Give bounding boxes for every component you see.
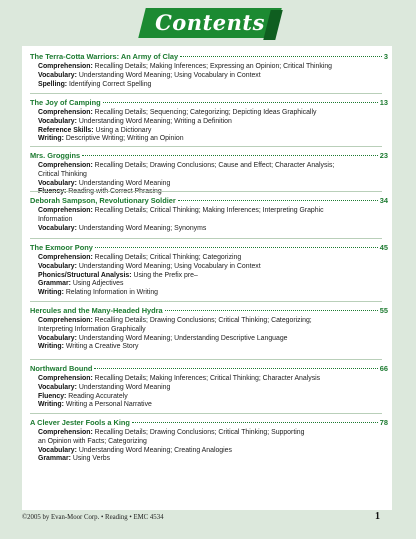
- skill-text: Recalling Details; Sequencing; Categorizing; Depicting Ideas Graphically: [94, 109, 317, 116]
- skill-label: Comprehension:: [38, 162, 93, 169]
- entry-title[interactable]: Northward Bound: [30, 364, 93, 373]
- skill-label: Writing:: [38, 401, 64, 409]
- skill-label: Vocabulary:: [38, 262, 77, 270]
- section-divider: [30, 413, 382, 414]
- skill-label: Comprehension:: [38, 375, 93, 382]
- contents-panel: [22, 46, 392, 510]
- skill-text: Information: [38, 215, 73, 223]
- toc-entry[interactable]: [30, 98, 388, 144]
- skill-text: Identifying Correct Spelling: [69, 80, 152, 88]
- entry-page-number: 55: [379, 306, 388, 315]
- skill-label: Vocabulary:: [38, 224, 77, 232]
- entry-title[interactable]: The Exmoor Pony: [30, 243, 93, 252]
- skill-line: [30, 72, 388, 81]
- skill-label: Writing:: [38, 343, 64, 351]
- skill-text: Reading Accurately: [68, 392, 128, 400]
- entry-page-number: 45: [379, 243, 388, 252]
- skill-label: Vocabulary:: [38, 383, 77, 391]
- skill-line: [30, 81, 388, 90]
- skill-label: Comprehension:: [38, 317, 93, 324]
- entry-title[interactable]: Hercules and the Many-Headed Hydra: [30, 306, 163, 315]
- skill-label: Fluency:: [38, 188, 67, 196]
- entry-page-number: 3: [383, 52, 388, 61]
- skill-label: Comprehension:: [38, 429, 93, 436]
- entry-page-number: 23: [379, 151, 388, 160]
- skill-label: Vocabulary:: [38, 117, 77, 125]
- skill-text: Recalling Details; Making Inferences; Critical Thinking; Character Analysis: [94, 375, 321, 382]
- section-divider: [30, 191, 382, 192]
- skill-text: Using the Prefix pre–: [133, 271, 198, 279]
- section-divider: [30, 146, 382, 147]
- skill-text: Writing a Creative Story: [65, 343, 139, 351]
- dot-leader: [165, 310, 378, 311]
- skill-text: Understanding Word Meaning; Creating Analogies: [78, 446, 232, 454]
- skill-text: Critical Thinking: [38, 170, 87, 178]
- footer-copyright: ©2005 by Evan-Moor Corp. • Reading • EMC 4534: [22, 514, 164, 521]
- page-title: Contents: [155, 10, 265, 35]
- dot-leader: [95, 247, 378, 248]
- dot-leader: [94, 368, 377, 369]
- skill-text: Interpreting Information Graphically: [38, 325, 146, 333]
- toc-entry[interactable]: [30, 418, 388, 464]
- entry-title[interactable]: The Terra-Cotta Warriors: An Army of Clay: [30, 52, 179, 61]
- toc-entry[interactable]: [30, 364, 388, 410]
- entry-title[interactable]: A Clever Jester Fools a King: [30, 418, 130, 427]
- skill-label: Writing:: [38, 135, 64, 143]
- skill-text: Recalling Details; Making Inferences; Expressing an Opinion; Critical Thinking: [94, 63, 333, 70]
- entry-title[interactable]: Deborah Sampson, Revolutionary Soldier: [30, 196, 176, 205]
- section-divider: [30, 359, 382, 360]
- skill-text: Recalling Details; Drawing Conclusions; Critical Thinking; Supporting: [94, 429, 305, 436]
- skill-label: Comprehension:: [38, 207, 93, 214]
- skill-text: Recalling Details; Drawing Conclusions; Cause and Effect; Character Analysis;: [94, 162, 335, 169]
- skill-text: Using Adjectives: [72, 280, 124, 288]
- toc-entry[interactable]: [30, 52, 388, 89]
- skill-text: Descriptive Writing; Writing an Opinion: [65, 135, 184, 143]
- dot-leader: [82, 155, 378, 156]
- skill-text: Recalling Details; Critical Thinking; Categorizing: [94, 254, 242, 261]
- skill-label: Vocabulary:: [38, 179, 77, 187]
- skill-text: Understanding Word Meaning; Using Vocabulary in Context: [78, 262, 261, 270]
- skill-label: Comprehension:: [38, 63, 93, 70]
- entry-title[interactable]: Mrs. Groggins: [30, 151, 81, 160]
- skill-text: Understanding Word Meaning; Writing a Definition: [78, 117, 232, 125]
- skill-label: Fluency:: [38, 392, 67, 400]
- skill-label: Grammar:: [38, 280, 71, 288]
- skill-label: Phonics/Structural Analysis:: [38, 271, 132, 279]
- skill-text: Using Verbs: [72, 455, 111, 463]
- skill-label: Vocabulary:: [38, 334, 77, 342]
- toc-entry[interactable]: [30, 196, 388, 233]
- skill-text: Understanding Word Meaning; Using Vocabulary in Context: [78, 71, 261, 79]
- skill-label: Reference Skills:: [38, 126, 94, 134]
- section-divider: [30, 238, 382, 239]
- skill-label: Comprehension:: [38, 254, 93, 261]
- skill-label: Comprehension:: [38, 109, 93, 116]
- skill-text: Understanding Word Meaning: [78, 179, 171, 187]
- skill-text: Using a Dictionary: [95, 126, 152, 134]
- section-divider: [30, 93, 382, 94]
- skill-line: [30, 63, 388, 72]
- skill-text: Understanding Word Meaning; Understanding Descriptive Language: [78, 334, 288, 342]
- dot-leader: [180, 56, 382, 57]
- skill-text: Understanding Word Meaning: [78, 383, 171, 391]
- skill-text: Reading with Correct Phrasing: [68, 188, 162, 196]
- toc-entry[interactable]: [30, 243, 388, 298]
- skill-label: Grammar:: [38, 455, 71, 463]
- skill-text: Writing a Personal Narrative: [65, 401, 152, 409]
- skill-label: Writing:: [38, 289, 64, 297]
- entry-page-number: 78: [379, 418, 388, 427]
- footer-page-number: 1: [375, 511, 380, 522]
- entry-title[interactable]: The Joy of Camping: [30, 98, 101, 107]
- entry-page-number: 66: [379, 364, 388, 373]
- skill-label: Vocabulary:: [38, 71, 77, 79]
- section-divider: [30, 301, 382, 302]
- skill-label: Vocabulary:: [38, 446, 77, 454]
- skill-label: Spelling:: [38, 80, 68, 88]
- dot-leader: [103, 102, 378, 103]
- skill-text: an Opinion with Facts; Categorizing: [38, 437, 147, 445]
- skill-text: Understanding Word Meaning; Synonyms: [78, 224, 207, 232]
- skill-text: Relating Information in Writing: [65, 289, 159, 297]
- entry-page-number: 34: [379, 196, 388, 205]
- toc-entry[interactable]: [30, 306, 388, 352]
- dot-leader: [132, 422, 378, 423]
- skill-text: Recalling Details; Drawing Conclusions; Critical Thinking; Categorizing;: [94, 317, 312, 324]
- entry-page-number: 13: [379, 98, 388, 107]
- skill-text: Recalling Details; Critical Thinking; Making Inferences; Interpreting Graphic: [94, 207, 324, 214]
- dot-leader: [178, 200, 378, 201]
